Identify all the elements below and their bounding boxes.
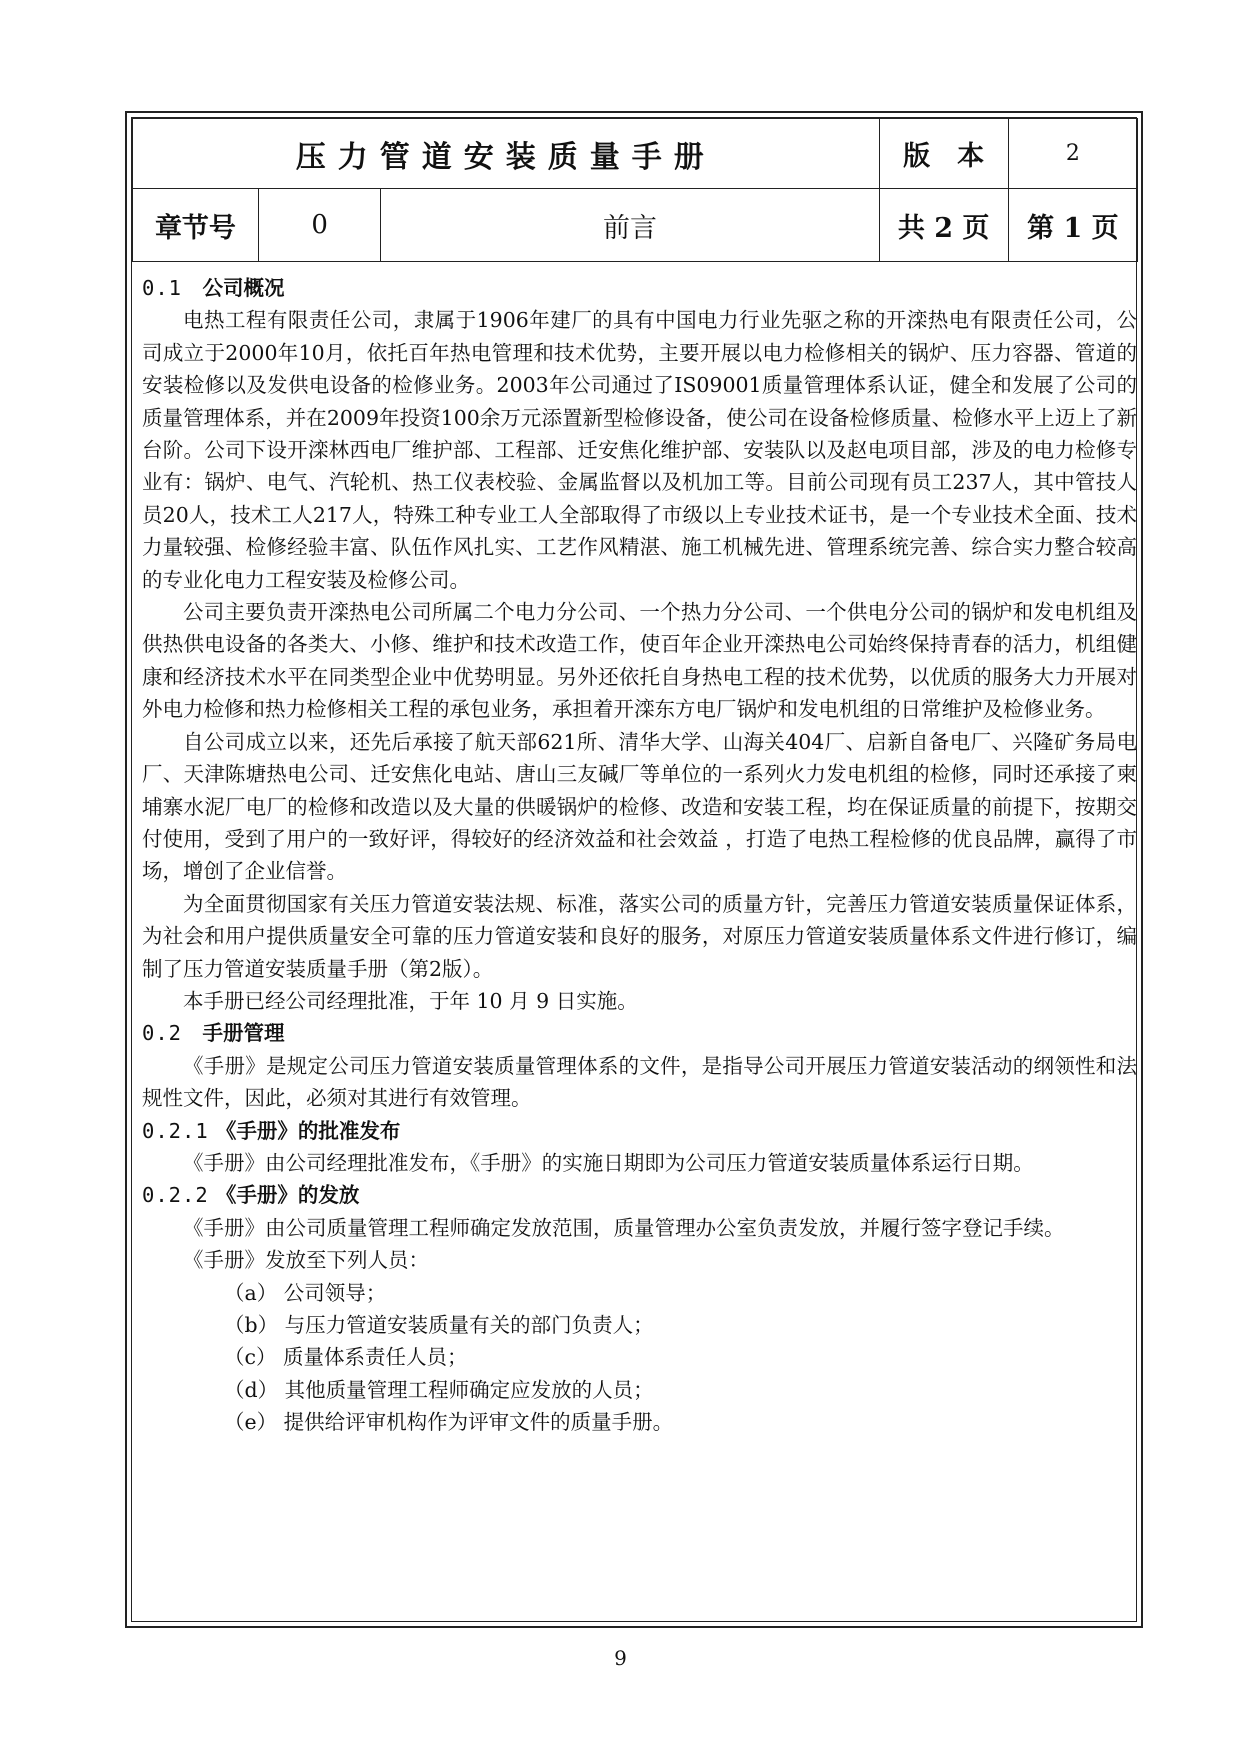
manual-title: 压力管道安装质量手册 — [133, 119, 880, 189]
list-item: （e） 提供给评审机构作为评审文件的质量手册。 — [224, 1410, 674, 1435]
list-item: （a） 公司领导； — [224, 1280, 387, 1305]
paragraph-manual-approval: 《手册》由公司经理批准发布，《手册》的实施日期即为公司压力管道安装质量体系运行日期。 — [183, 1150, 1034, 1175]
document-frame — [125, 111, 1143, 1628]
document-body — [142, 272, 1137, 1439]
list-item: （b） 与压力管道安装质量有关的部门负责人； — [224, 1313, 654, 1337]
version-label: 版 本 — [879, 119, 1008, 189]
paragraph-purpose: 为全面贯彻国家有关压力管道安装法规、标准，落实公司的质量方针，完善压力管道安装质量保证体系，为社会和用户提供质量安全可靠的压力管道安装和良好的服务，对原压力管道安装质量体系文件进行修订，编制了压力管道安装质量手册（第2版）。 — [142, 891, 1137, 981]
chapter-label: 章节号 — [133, 189, 259, 262]
page-number: 9 — [614, 1646, 627, 1670]
header-table — [132, 118, 1138, 262]
chapter-title: 前言 — [381, 189, 879, 262]
section-heading-0-1: 0.1 公司概况 — [142, 276, 285, 300]
total-pages: 共 2 页 — [879, 189, 1008, 262]
paragraph-approval: 本手册已经公司经理批准，于年 10 月 9 日实施。 — [183, 988, 638, 1013]
document-inner-frame — [131, 117, 1137, 1622]
chapter-number: 0 — [258, 189, 381, 262]
paragraph-projects: 自公司成立以来，还先后承接了航天部621所、清华大学、山海关404厂、启新自备电厂、兴隆矿务局电厂、天津陈塘热电公司、迁安焦化电站、唐山三友碱厂等单位的一系列火力发电机组的检修，同时还承接了柬埔寨水泥厂电厂的检修和改造以及大量的供暖锅炉的检修、改造和安装工程，均在保证质量的前提下，按期交付使用，受到了用户的一致好评，得较好的经济效益和社会效益 ，打造了电热工程检修的优良品牌，赢得了市场，增创了企业信誉。 — [142, 729, 1137, 884]
paragraph-distribution-intro: 《手册》发放至下列人员： — [183, 1248, 429, 1273]
list-item: （d） 其他质量管理工程师确定应发放的人员； — [224, 1377, 654, 1402]
list-item: （c） 质量体系责任人员； — [224, 1345, 468, 1370]
paragraph-manual-distribution: 《手册》由公司质量管理工程师确定发放范围，质量管理办公室负责发放，并履行签字登记手续。 — [183, 1215, 1065, 1240]
section-heading-0-2: 0.2 手册管理 — [142, 1021, 285, 1046]
version-value: 2 — [1008, 119, 1137, 189]
section-heading-0-2-2: 0.2.2 《手册》的发放 — [142, 1183, 360, 1208]
section-heading-0-2-1: 0.2.1 《手册》的批准发布 — [142, 1118, 401, 1143]
paragraph-company-overview: 电热工程有限责任公司，隶属于1906年建厂的具有中国电力行业先驱之称的开滦热电有限责任公司，公司成立于2000年10月，依托百年热电管理和技术优势，主要开展以电力检修相关的锅炉、压力容器、管道的安装检修以及发供电设备的检修业务。2003年公司通过了IS09001质量管理体系认证，健全和发展了公司的质量管理体系，并在2009年投资100余万元添置新型检修设备，使公司在设备检修质量、检修水平上迈上了新台阶。公司下设开滦林西电厂维护部、工程部、迁安焦化维护部、安装队以及赵电项目部，涉及的电力检修专业有：锅炉、电气、汽轮机、热工仪表校验、金属监督以及机加工等。目前公司现有员工237人，其中管技人员20人，技术工人217人，特殊工种专业工人全部取得了市级以上专业技术证书，是一个专业技术全面、技术力量较强、检修经验丰富、队伍作风扎实、工艺作风精湛、施工机械先进、管理系统完善、综合实力整合较高的专业化电力工程安装及检修公司。 — [142, 308, 1137, 592]
paragraph-responsibilities: 公司主要负责开滦热电公司所属二个电力分公司、一个热力分公司、一个供电分公司的锅炉和发电机组及供热供电设备的各类大、小修、维护和技术改造工作，使百年企业开滦热电公司始终保持青春的活力，机组健康和经济技术水平在同类型企业中优势明显。另外还依托自身热电工程的技术优势，以优质的服务大力开展对外电力检修和热力检修相关工程的承包业务，承担着开滦东方电厂锅炉和发电机组的日常维护及检修业务。 — [142, 600, 1137, 722]
current-page: 第 1 页 — [1008, 189, 1137, 262]
paragraph-manual-management: 《手册》是规定公司压力管道安装质量管理体系的文件，是指导公司开展压力管道安装活动的纲领性和法规性文件，因此，必须对其进行有效管理。 — [142, 1053, 1137, 1111]
